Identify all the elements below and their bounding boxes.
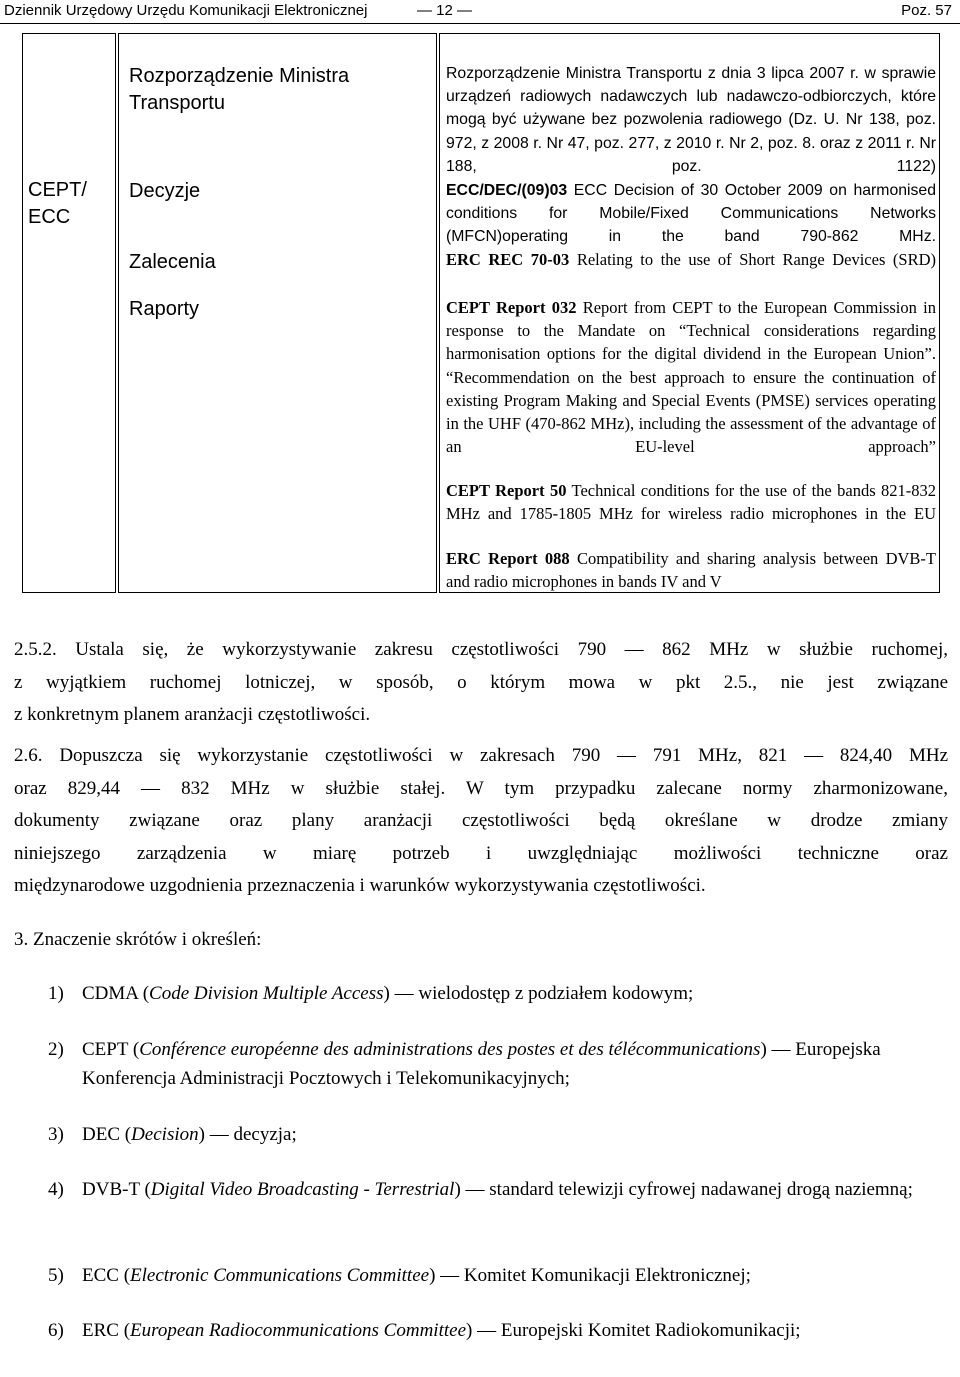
type-decisions: Decyzje (129, 180, 201, 202)
report-50-entry: CEPT Report 50 Technical conditions for the use of the bands 821-832 MHz and 1785-1805 MHz for wireless radio microphones in the EU (446, 481, 936, 524)
recommendation-entry: ERC REC 70-03 Relating to the use of Short Range Devices (SRD) (446, 250, 937, 269)
report-032-entry: CEPT Report 032 Report from CEPT to the European Commission in response to the Mandate on “Technical considerations regarding harmonisation options for the digital dividend in the European Union”. “Recommendation on the best approach to ensure the continuation of existing Program Making and Special Events (PMSE) services operating in the UHF (470-862 MHz), including the assessment of the advantage of an EU-level approach” (446, 298, 936, 457)
section-2-5-2: 2.5.2. Ustala się, że wykorzystywanie zakresu częstotliwości 790 — 862 MHz w służbie ruchomej, z wyjątkiem ruchomej lotniczej, w sposób, o którym mowa w pkt 2.5., nie jest związane z konkretnym planem aranżacji częstotliwości. (14, 639, 948, 725)
type-reports: Raporty (129, 298, 200, 320)
report-088-entry: ERC Report 088 Compatibility and sharing analysis between DVB-T and radio microphones in bands IV and V (446, 549, 936, 592)
documents-column (439, 33, 940, 593)
section-2-6: 2.6. Dopuszcza się wykorzystanie częstotliwości w zakresach 790 — 791 MHz, 821 — 824,40 MHz oraz 829,44 — 832 MHz w służbie stałej. W tym przypadku zalecane normy zharmonizowane, dokumenty związane oraz plany aranżacji częstotliwości będą określane w drodze zmiany niniejszego zarządzenia w miarę potrzeb i uwzględniając możliwości techniczne oraz międzynarodowe uzgodnienia przeznaczenia i warunków wykorzystywania częstotliwości. (14, 745, 948, 896)
document-type-column (118, 33, 437, 593)
type-recommendations: Zalecenia (129, 251, 216, 273)
documents-table (22, 33, 940, 593)
organization-column (22, 33, 116, 593)
page-header (0, 0, 960, 26)
decision-entry: ECC/DEC/(09)03 ECC Decision of 30 October 2009 on harmonised conditions for Mobile/Fixed Communications Networks (MFCN)operating in the band 790-862 MHz. (446, 182, 936, 246)
journal-title: Dziennik Urzędowy Urzędu Komunikacji Elektronicznej (4, 2, 368, 19)
section-3-heading: 3. Znaczenie skrótów i określeń: (14, 929, 262, 950)
regulation-entry: Rozporządzenie Ministra Transportu z dnia 3 lipca 2007 r. w sprawie urządzeń radiowych nadawczych lub nadawczo-odbiorczych, które mogą być używane bez pozwolenia radiowego (Dz. U. Nr 138, poz. 972, z 2008 r. Nr 47, poz. 277, z 2010 r. Nr 2, poz. 8. oraz z 2011 r. Nr 188, poz. 1122) (446, 65, 936, 175)
header-rule (0, 23, 960, 24)
page-number: — 12 — (417, 2, 473, 19)
organization-label: CEPT/ ECC (28, 179, 87, 228)
type-regulation: Rozporządzenie Ministra Transportu (129, 65, 350, 114)
position-number: Poz. 57 (901, 2, 952, 19)
